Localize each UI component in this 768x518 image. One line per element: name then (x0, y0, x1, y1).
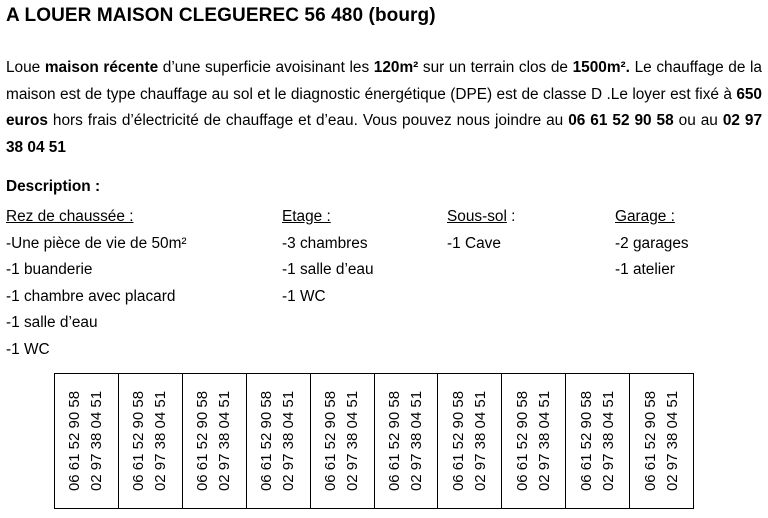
tab-phone-mobile: 06 61 52 90 58 (641, 390, 659, 492)
intro-highlight-house: maison récente (44, 59, 159, 76)
tab-phone-mobile: 06 61 52 90 58 (258, 390, 276, 492)
tear-off-tab[interactable] (119, 374, 183, 508)
tear-off-tab[interactable] (502, 374, 566, 508)
intro-text: hors frais d’électricité de chauffage et d’eau. Vous pouvez nous joindre au (47, 112, 569, 129)
tear-off-tab[interactable] (311, 374, 375, 508)
tab-phone-landline: 02 97 38 04 51 (216, 390, 234, 492)
tab-phones (448, 391, 492, 491)
tab-phone-mobile: 06 61 52 90 58 (194, 390, 212, 492)
tab-phone-landline: 02 97 38 04 51 (535, 390, 553, 492)
tab-phone-mobile: 06 61 52 90 58 (577, 390, 595, 492)
tab-phones (640, 391, 684, 491)
description-heading: Description : (6, 178, 101, 195)
tab-phones (320, 391, 364, 491)
column-heading: Garage : (615, 208, 675, 225)
tab-phone-landline: 02 97 38 04 51 (407, 390, 425, 492)
tab-phone-landline: 02 97 38 04 51 (471, 390, 489, 492)
tab-phone-mobile: 06 61 52 90 58 (513, 390, 531, 492)
tab-phone-landline: 02 97 38 04 51 (88, 390, 106, 492)
list-item: -1 salle d’eau (282, 261, 374, 278)
tab-phone-landline: 02 97 38 04 51 (599, 390, 617, 492)
list-item: -Une pièce de vie de 50m² (6, 234, 187, 252)
tab-phone-landline: 02 97 38 04 51 (152, 390, 170, 492)
column-heading: Sous-sol (447, 208, 507, 225)
tear-off-tab[interactable] (375, 374, 439, 508)
tab-phones (384, 391, 428, 491)
tab-phone-landline: 02 97 38 04 51 (344, 390, 362, 492)
intro-text: Loue (6, 59, 45, 76)
page-title: A LOUER MAISON CLEGUEREC 56 480 (bourg) (6, 5, 436, 26)
intro-text: d’une superficie avoisinant les (158, 59, 374, 76)
tear-off-phone-tabs (54, 373, 694, 509)
intro-text: ou au (673, 112, 723, 129)
intro-highlight-surface: 120m² (373, 59, 419, 76)
column-heading-suffix: : (506, 208, 516, 225)
tab-phones (192, 391, 236, 491)
column-heading-row (447, 204, 515, 231)
column-upstairs (282, 204, 374, 310)
tab-phone-mobile: 06 61 52 90 58 (66, 390, 84, 492)
list-item: -1 chambre avec placard (6, 287, 176, 305)
tear-off-tab[interactable] (566, 374, 630, 508)
list-item: -2 garages (615, 234, 689, 252)
column-heading: Rez de chaussée : (6, 208, 134, 225)
tab-phones (576, 391, 620, 491)
list-item: -1 salle d’eau (6, 314, 98, 331)
list-item: -1 atelier (615, 261, 675, 278)
tab-phone-mobile: 06 61 52 90 58 (385, 390, 403, 492)
column-basement (447, 204, 515, 257)
column-ground-floor (6, 204, 187, 363)
tab-phones (256, 391, 300, 491)
tab-phone-mobile: 06 61 52 90 58 (130, 390, 148, 492)
intro-phone-mobile: 06 61 52 90 58 (568, 112, 674, 129)
column-heading: Etage : (282, 208, 331, 225)
tear-off-tab[interactable] (183, 374, 247, 508)
list-item: -1 WC (6, 340, 50, 358)
tab-phone-mobile: 06 61 52 90 58 (322, 390, 340, 492)
tab-phone-mobile: 06 61 52 90 58 (449, 390, 467, 492)
intro-text: Le chauffage de la maison est de type chauffage au sol et le diagnostic énergétique (DPE) est de classe D .Le loyer est fixé à (6, 59, 762, 103)
intro-highlight-land: 1500m². (572, 59, 630, 76)
tear-off-tab[interactable] (247, 374, 311, 508)
tab-phone-landline: 02 97 38 04 51 (280, 390, 298, 492)
list-item: -1 Cave (447, 234, 501, 252)
intro-paragraph (6, 55, 762, 161)
tab-phone-landline: 02 97 38 04 51 (663, 390, 681, 492)
intro-highlight-rent: 650 euros (6, 85, 762, 129)
list-item: -3 chambres (282, 234, 368, 252)
intro-phone-landline: 02 97 38 04 51 (6, 112, 763, 156)
tear-off-tab[interactable] (55, 374, 119, 508)
intro-text: sur un terrain clos de (418, 59, 573, 76)
tear-off-tab[interactable] (438, 374, 502, 508)
list-item: -1 buanderie (6, 261, 93, 278)
tab-phones (128, 391, 172, 491)
tab-phones (512, 391, 556, 491)
column-garage (615, 204, 689, 284)
tab-phones (64, 391, 108, 491)
tear-off-tab[interactable] (630, 374, 693, 508)
list-item: -1 WC (282, 287, 326, 305)
